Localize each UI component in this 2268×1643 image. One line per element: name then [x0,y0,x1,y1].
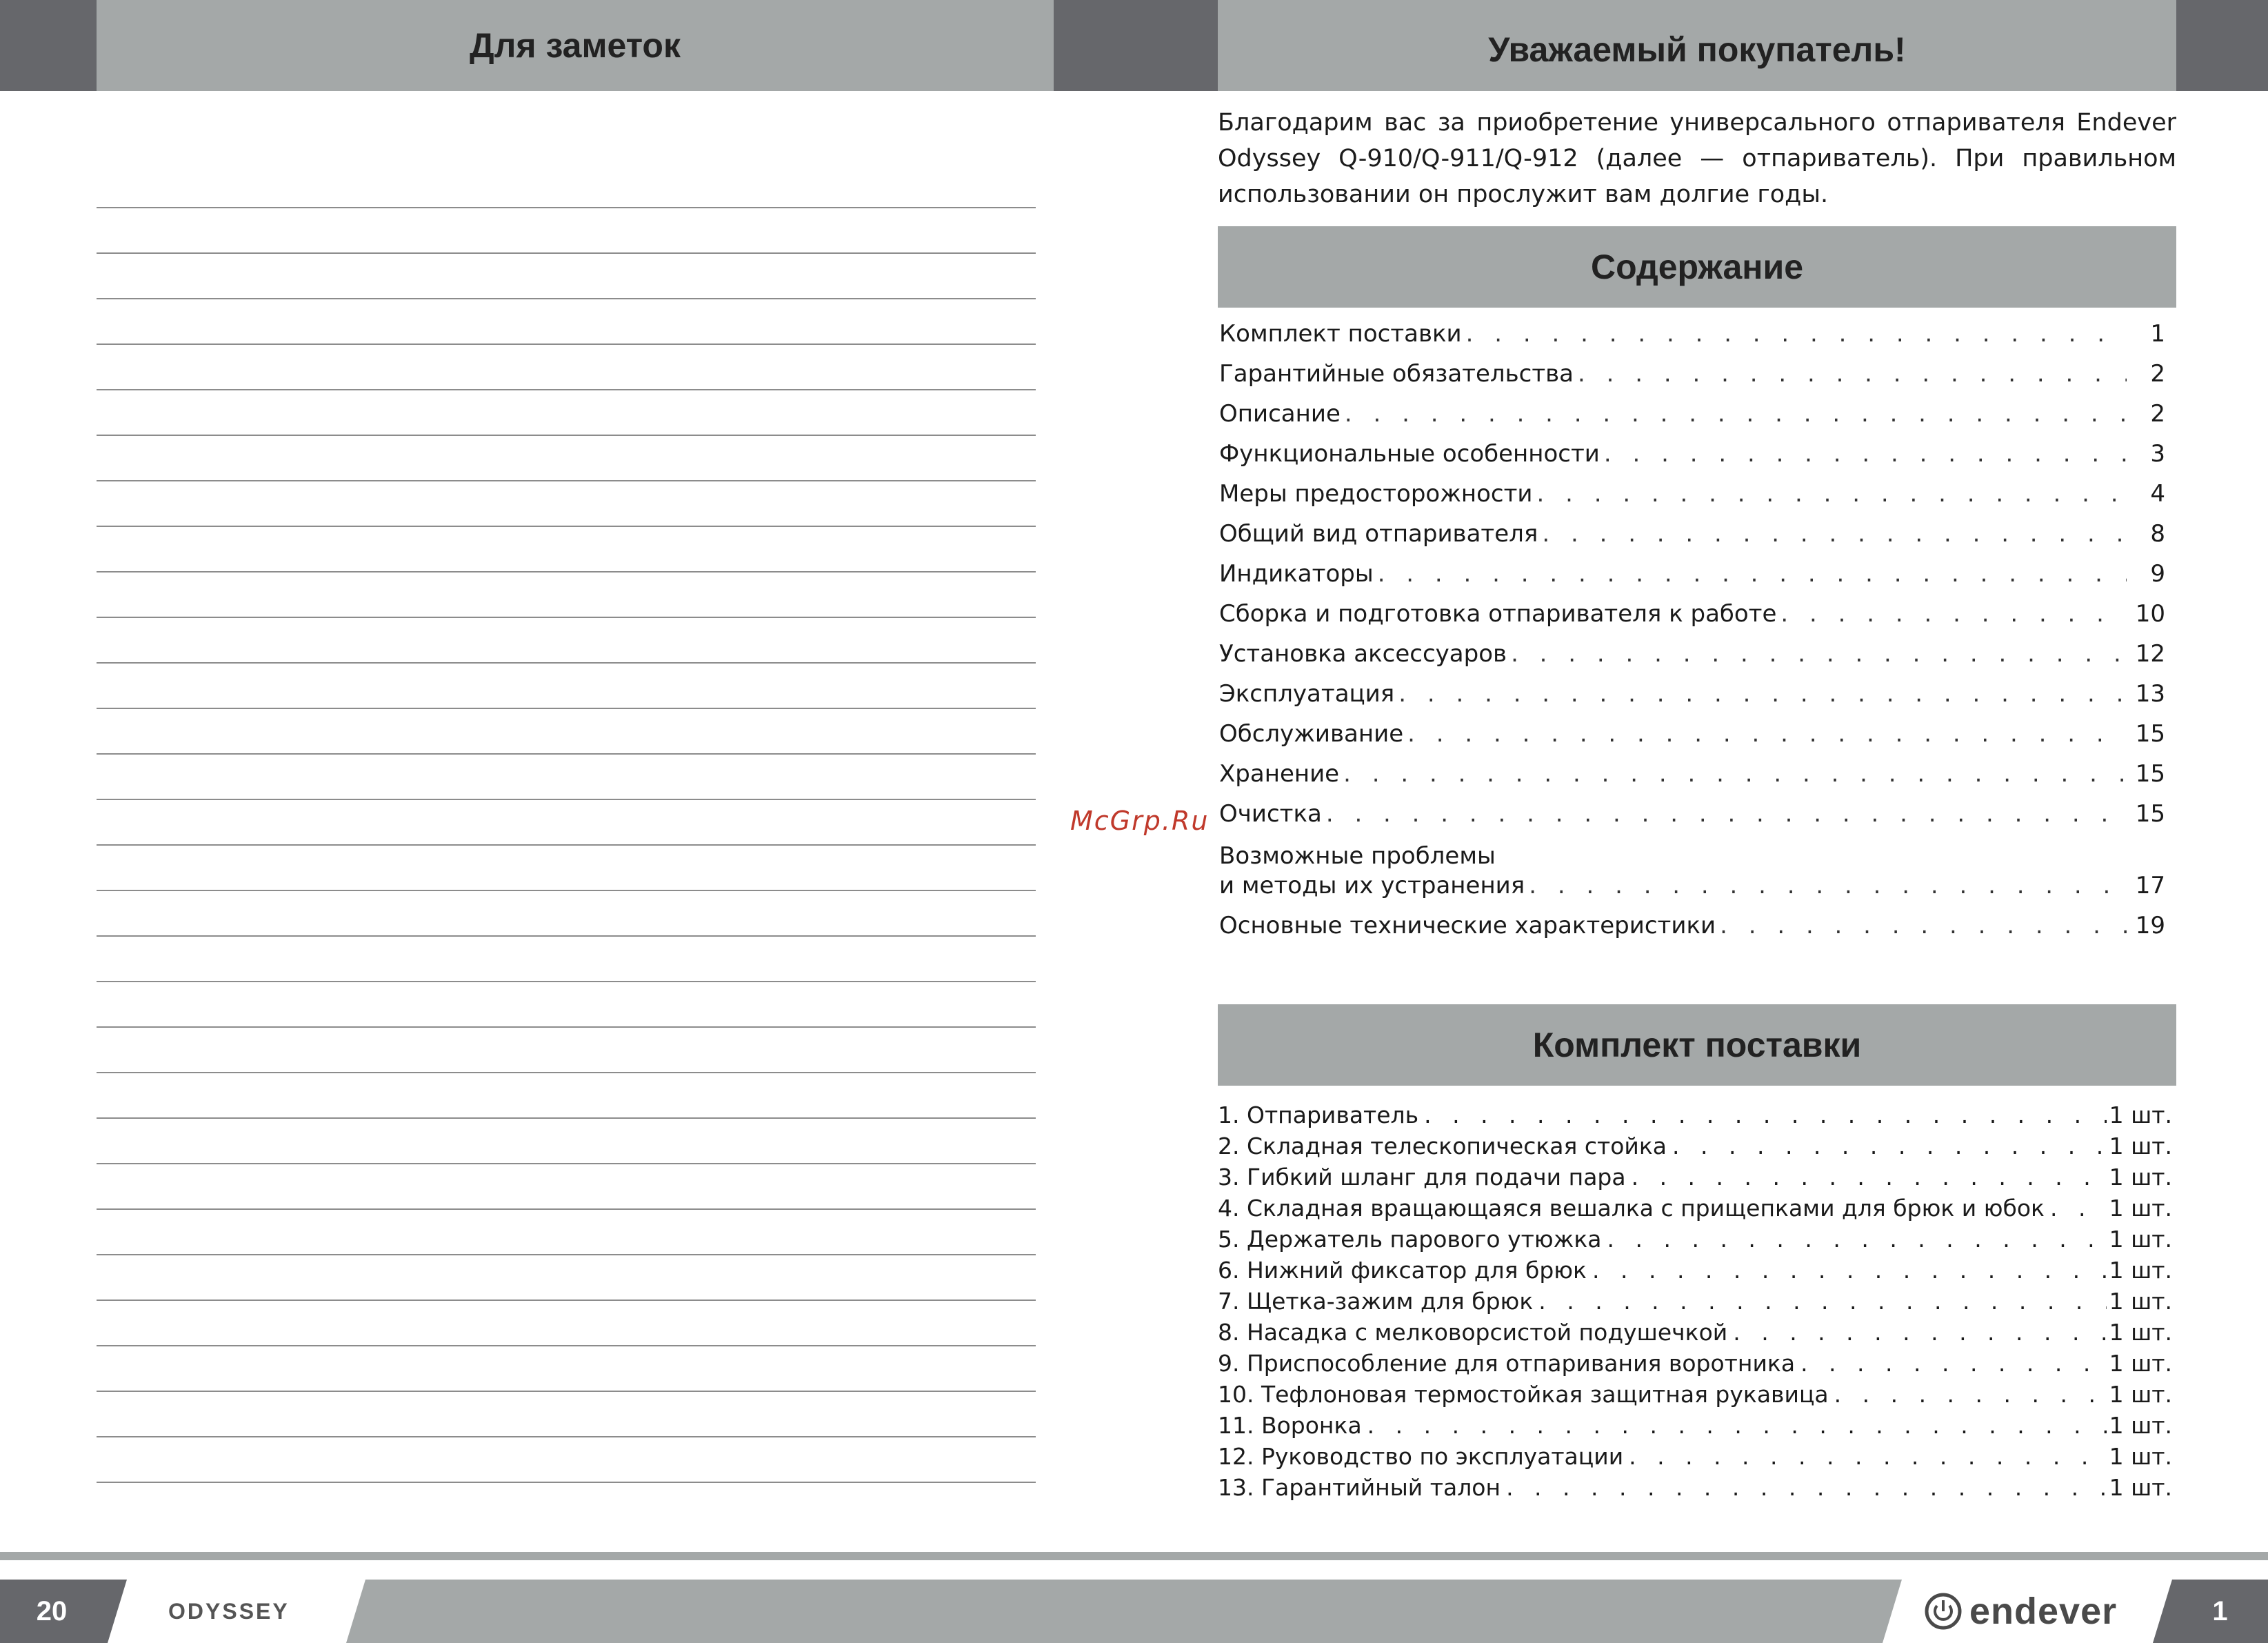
toc-page-number: 9 [2150,560,2165,588]
toc-leader-dots [1529,872,2127,899]
notes-line [97,436,1036,481]
toc-leader-dots [1578,360,2127,388]
kit-item [1218,1474,2172,1505]
notes-line [97,1028,1036,1073]
toc-row [1219,640,2165,680]
right-header-edge-block [2176,0,2268,91]
center-header-block [1054,0,1218,91]
toc-page-number: 15 [2135,800,2165,828]
toc-leader-dots [1720,912,2127,939]
kit-item-quantity: 1 шт. [2109,1412,2172,1439]
toc-row [1219,480,2165,520]
kit-leader-dots [1629,1443,2106,1470]
kit-item-quantity: 1 шт. [2109,1102,2172,1128]
toc-page-number: 15 [2135,760,2165,788]
notes-line [97,891,1036,937]
toc-row [1219,872,2165,912]
kit-item-quantity: 1 шт. [2109,1288,2172,1315]
kit-item [1218,1102,2172,1133]
toc-leader-dots [1398,680,2127,708]
toc-page-number: 4 [2150,480,2165,508]
kit-item [1218,1257,2172,1288]
toc-label: Индикаторы [1219,560,1374,588]
toc-page-number: 1 [2150,320,2165,348]
series-name: ODYSSEY [168,1598,290,1624]
kit-leader-dots [2050,1195,2107,1222]
left-page-number: 20 [36,1595,68,1626]
kit-item-label: 8. Насадка с мелковорсистой подушечкой [1218,1319,1728,1346]
kit-item [1218,1195,2172,1226]
kit-item-quantity: 1 шт. [2109,1474,2172,1501]
toc-leader-dots [1343,760,2127,788]
toc-page-number: 15 [2135,720,2165,748]
toc-row [1219,320,2165,360]
notes-line [97,572,1036,618]
left-header-edge-block [0,0,97,91]
toc-page-number: 3 [2150,440,2165,468]
notes-line [97,299,1036,345]
toc-page-number: 10 [2135,600,2165,628]
toc-page-number: 13 [2135,680,2165,708]
kit-leader-dots [1834,1381,2107,1408]
notes-line [97,345,1036,390]
toc-row [1219,400,2165,440]
kit-item-label: 5. Держатель парового утюжка [1218,1226,1602,1253]
table-of-contents [1219,320,2165,952]
footer-divider [0,1552,2268,1560]
toc-leader-dots [1466,320,2127,348]
toc-row [1219,800,2165,840]
kit-item [1218,1350,2172,1381]
toc-row [1219,520,2165,560]
kit-item-label: 2. Складная телескопическая стойка [1218,1133,1667,1159]
notes-line [97,1346,1036,1392]
toc-page-number: 2 [2150,400,2165,428]
toc-label: Очистка [1219,800,1322,828]
kit-item [1218,1443,2172,1474]
notes-line [97,527,1036,572]
notes-line [97,163,1036,208]
kit-item-label: 1. Отпариватель [1218,1102,1419,1128]
kit-item-label: 13. Гарантийный талон [1218,1474,1501,1501]
toc-label: Основные технические характеристики [1219,912,1716,939]
notes-line [97,254,1036,299]
endever-logo [1924,1586,2117,1636]
kit-item [1218,1226,2172,1257]
toc-label: Хранение [1219,760,1340,788]
toc-row [1219,360,2165,400]
toc-label: Обслуживание [1219,720,1404,748]
notes-line [97,800,1036,846]
kit-item [1218,1164,2172,1195]
notes-line [97,1392,1036,1437]
watermark: McGrp.Ru [1070,806,1210,836]
toc-leader-dots [1780,600,2127,628]
kit-leader-dots [1607,1226,2107,1253]
toc-label: Комплект поставки [1219,320,1462,348]
notes-line [97,1164,1036,1210]
notes-line [97,1073,1036,1119]
toc-row [1219,720,2165,760]
toc-label: Описание [1219,400,1341,428]
kit-item [1218,1381,2172,1412]
toc-label: Сборка и подготовка отпаривателя к работе [1219,600,1777,628]
notes-line [97,1255,1036,1301]
kit-item-label: 10. Тефлоновая термостойкая защитная рукавица [1218,1381,1829,1408]
toc-row [1219,680,2165,720]
notes-line [97,1437,1036,1483]
toc-leader-dots [1511,640,2127,668]
kit-leader-dots [1672,1133,2107,1159]
toc-page-number: 19 [2135,912,2165,939]
greeting-header [1218,0,2176,91]
kit-item-label: 12. Руководство по эксплуатации [1218,1443,1624,1470]
kit-leader-dots [1506,1474,2107,1501]
toc-row [1219,912,2165,952]
kit-item-quantity: 1 шт. [2109,1164,2172,1191]
notes-line [97,618,1036,664]
kit-leader-dots [1424,1102,2106,1128]
kit-item [1218,1319,2172,1350]
notes-line [97,982,1036,1028]
notes-line [97,937,1036,982]
toc-row [1219,440,2165,480]
kit-item-quantity: 1 шт. [2109,1319,2172,1346]
toc-title: Содержание [1590,248,1804,286]
kit-list [1218,1102,2172,1505]
toc-page-number: 2 [2150,360,2165,388]
kit-title: Комплект поставки [1532,1026,1862,1064]
kit-item-quantity: 1 шт. [2109,1443,2172,1470]
kit-item [1218,1133,2172,1164]
right-page-number: 1 [2212,1595,2228,1626]
kit-item-quantity: 1 шт. [2109,1226,2172,1253]
toc-leader-dots [1604,440,2127,468]
kit-leader-dots [1733,1319,2106,1346]
toc-label: Эксплуатация [1219,680,1395,708]
toc-page-number: 12 [2135,640,2165,668]
notes-line [97,755,1036,800]
toc-page-number: 17 [2135,872,2165,899]
toc-label: Функциональные особенности [1219,440,1600,468]
kit-item-label: 6. Нижний фиксатор для брюк [1218,1257,1587,1284]
toc-leader-dots [1542,520,2127,548]
kit-item-label: 7. Щетка-зажим для брюк [1218,1288,1534,1315]
kit-item-quantity: 1 шт. [2109,1350,2172,1377]
greeting-title: Уважаемый покупатель! [1488,30,1906,69]
power-icon [1924,1592,1963,1631]
kit-item-label: 3. Гибкий шланг для подачи пара [1218,1164,1626,1191]
kit-item [1218,1412,2172,1443]
notes-line [97,1210,1036,1255]
notes-line [97,664,1036,709]
toc-row [1219,560,2165,600]
toc-label-line1: Возможные проблемы [1219,842,1496,870]
kit-item-label: 9. Приспособление для отпаривания воротника [1218,1350,1796,1377]
notes-line [97,1119,1036,1164]
toc-row [1219,600,2165,640]
kit-item-quantity: 1 шт. [2109,1381,2172,1408]
intro-paragraph: Благодарим вас за приобретение универсального отпаривателя Endever Odyssey Q-910/Q-911/Q-912 (далее — отпариватель). При правильном использовании он прослужит вам долгие годы. [1218,109,2176,208]
notes-line [97,846,1036,891]
notes-line [97,390,1036,436]
kit-item-label: 4. Складная вращающаяся вешалка с прищепками для брюк и юбок [1218,1195,2045,1222]
logo-text: endever [1969,1591,2118,1632]
kit-leader-dots [1538,1288,2106,1315]
toc-row [1219,760,2165,800]
kit-item-quantity: 1 шт. [2109,1133,2172,1159]
kit-item-quantity: 1 шт. [2109,1257,2172,1284]
kit-item-quantity: 1 шт. [2109,1195,2172,1222]
notes-header [97,0,1054,91]
toc-label: Общий вид отпаривателя [1219,520,1538,548]
toc-label: Гарантийные обязательства [1219,360,1574,388]
kit-leader-dots [1367,1412,2107,1439]
notes-line [97,481,1036,527]
notes-lines [97,163,1036,1483]
toc-header [1218,226,2176,308]
toc-label: Установка аксессуаров [1219,640,1507,668]
toc-leader-dots [1326,800,2127,828]
kit-header [1218,1004,2176,1086]
kit-leader-dots [1800,1350,2107,1377]
notes-line [97,1301,1036,1346]
toc-page-number: 8 [2150,520,2165,548]
notes-line [97,208,1036,254]
toc-leader-dots [1536,480,2127,508]
toc-leader-dots [1407,720,2127,748]
notes-line [97,709,1036,755]
kit-item-label: 11. Воронка [1218,1412,1362,1439]
kit-leader-dots [1632,1164,2107,1191]
kit-item [1218,1288,2172,1319]
toc-label-line2: и методы их устранения [1219,872,1525,899]
notes-title: Для заметок [470,26,681,65]
toc-leader-dots [1345,400,2127,428]
toc-label: Меры предосторожности [1219,480,1533,508]
toc-leader-dots [1378,560,2127,588]
kit-leader-dots [1592,1257,2107,1284]
